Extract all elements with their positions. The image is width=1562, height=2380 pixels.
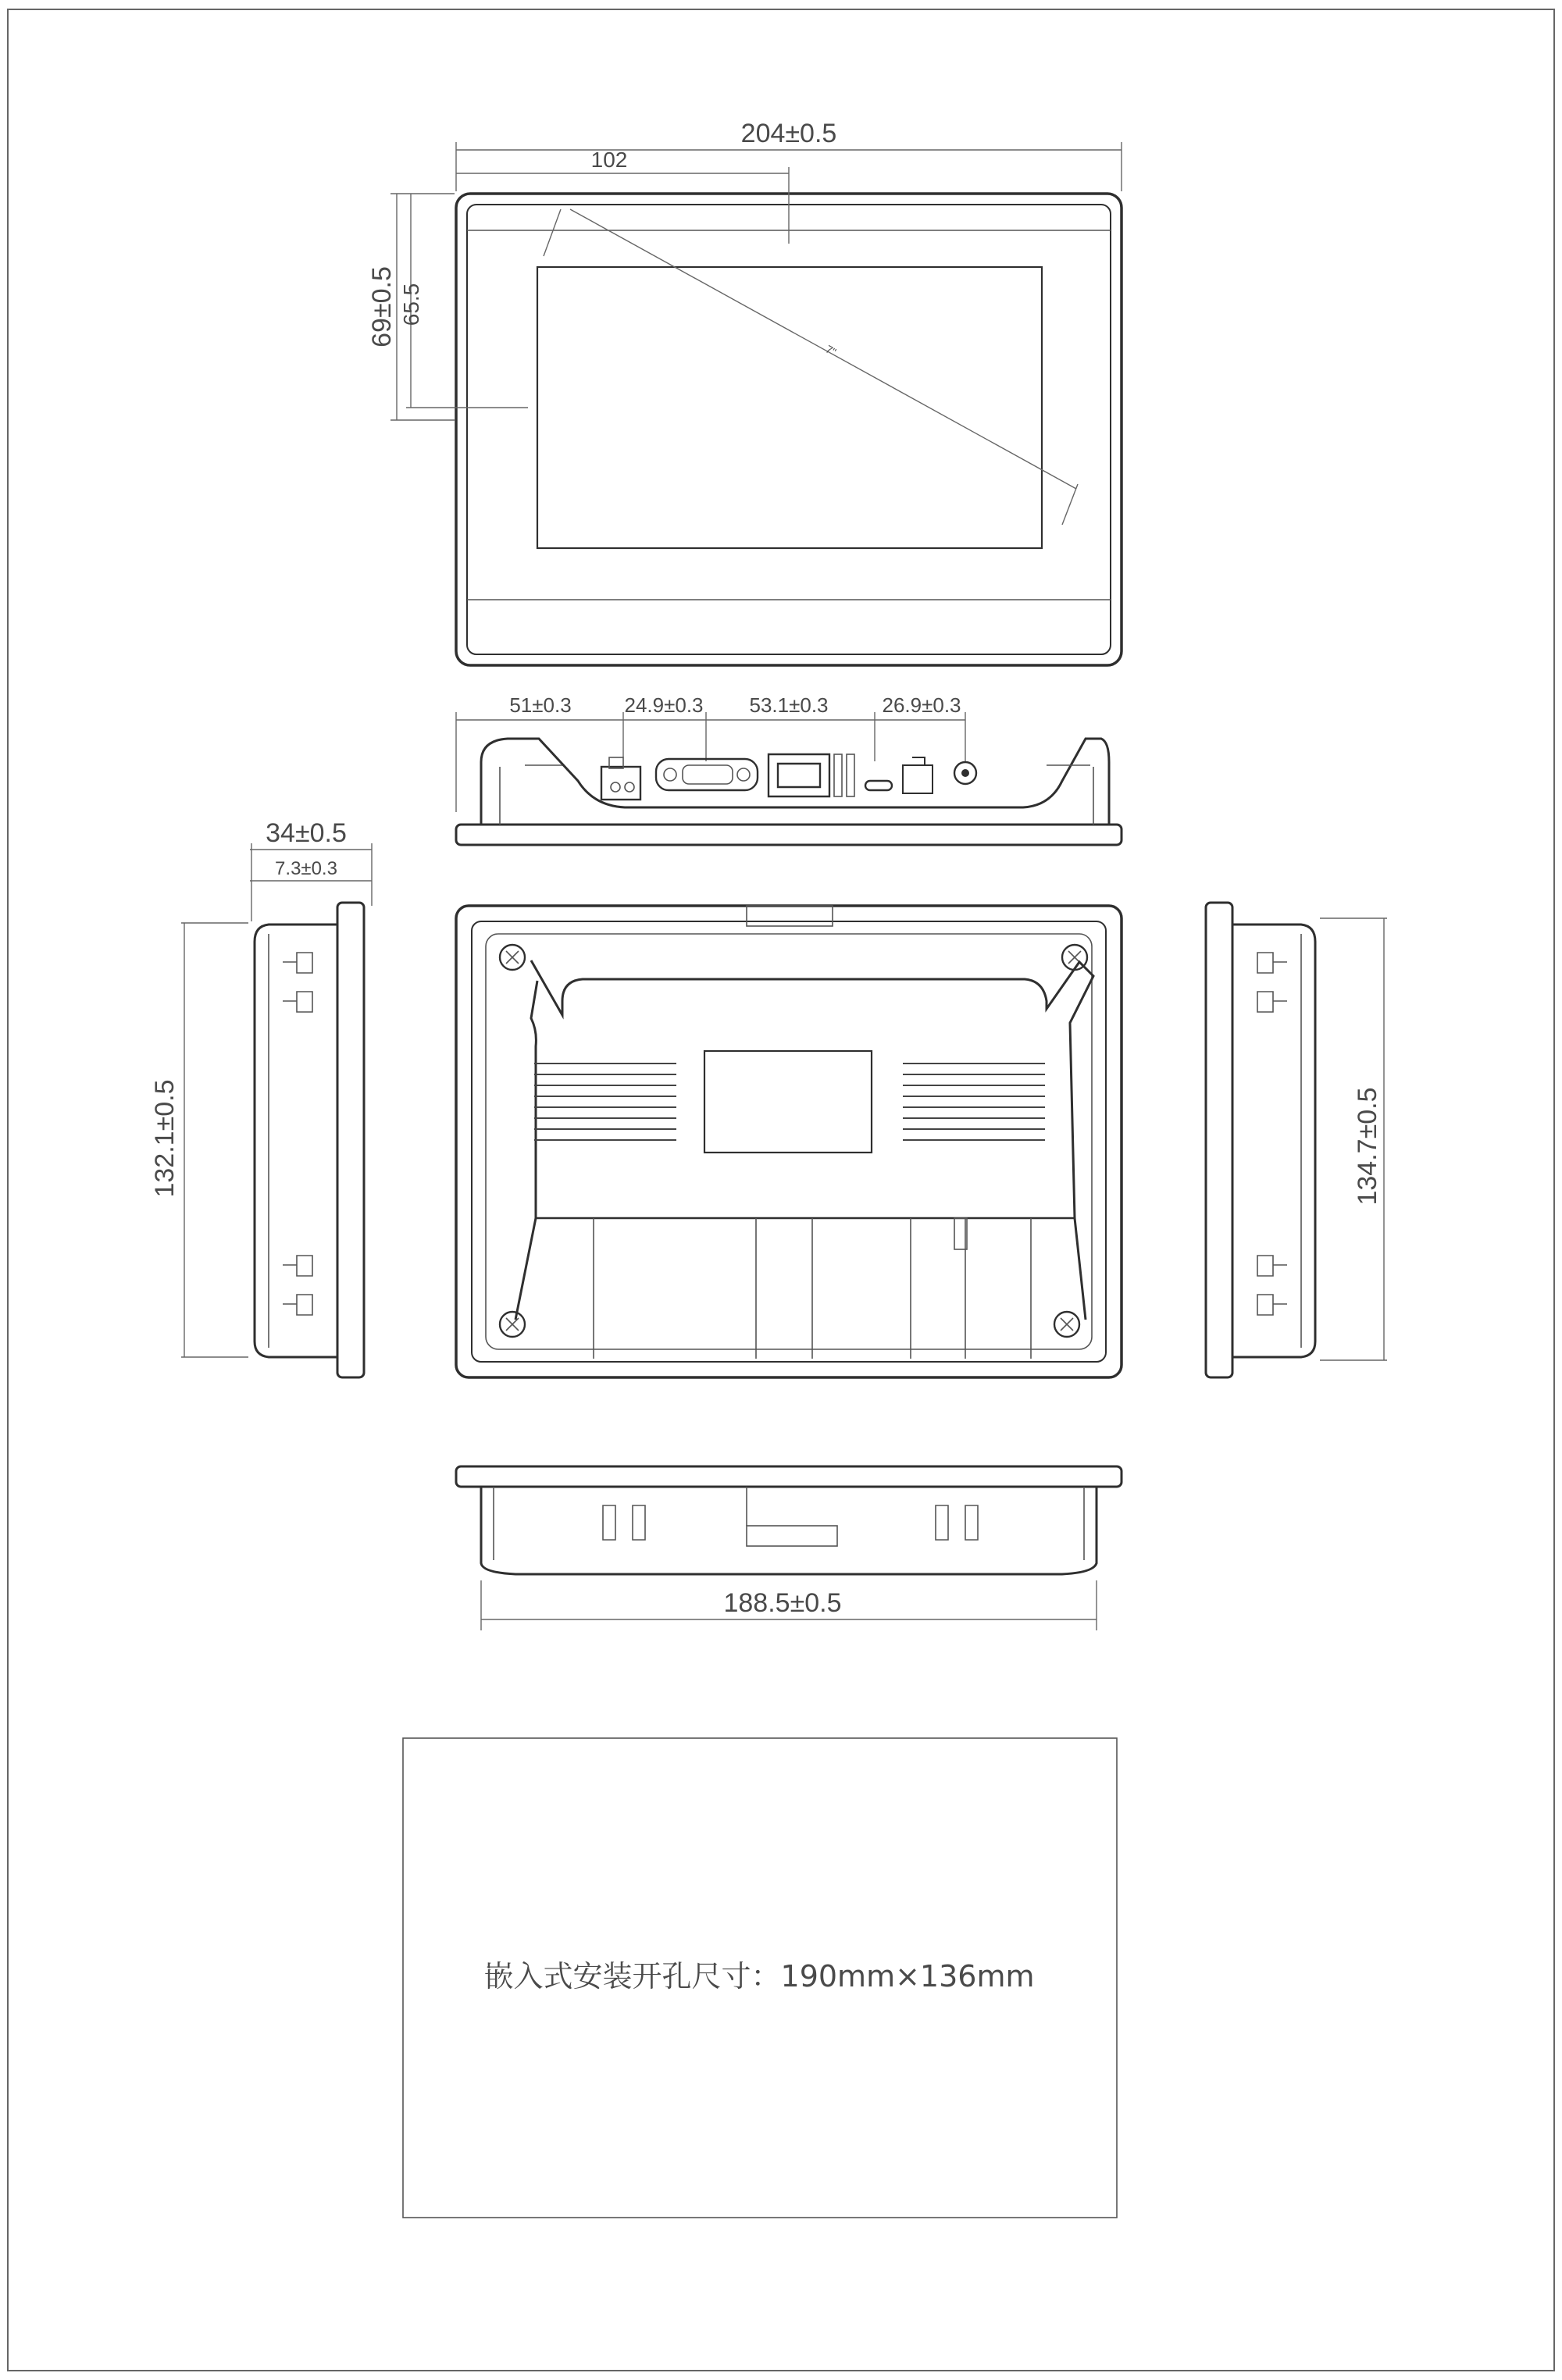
depth-label: 34±0.5 (266, 818, 347, 848)
vent-left (534, 1064, 676, 1140)
cutout-caption: 嵌入式安装开孔尺寸：190mm×136mm (483, 1959, 1035, 1993)
bezel-label: 7.3±0.3 (275, 858, 337, 879)
cutout-box (403, 1738, 1117, 2218)
top-clip (747, 906, 833, 926)
io-spacing-label-4: 26.9±0.3 (882, 693, 961, 717)
sheet-border (8, 9, 1554, 2371)
power-terminal (601, 767, 640, 800)
back-view (456, 906, 1122, 1377)
usb-c-port (865, 781, 892, 790)
bottom-width-label: 188.5±0.5 (723, 1588, 842, 1618)
io-view (456, 693, 1122, 845)
inner-height-label: 65.5 (399, 283, 423, 326)
io-spacing-label-3: 53.1±0.3 (749, 693, 829, 717)
right-height-label: 134.7±0.5 (1353, 1087, 1382, 1206)
height-label: 69±0.5 (367, 266, 397, 347)
vent-right (903, 1064, 1045, 1140)
bottom-view (456, 1466, 1122, 1630)
serial-port (656, 759, 758, 790)
usb-a-port (903, 757, 933, 793)
diagonal-label: 7" (823, 342, 839, 358)
width-label: 204±0.5 (740, 119, 837, 148)
io-spacing-label-2: 24.9±0.3 (624, 693, 704, 717)
display-area (537, 267, 1042, 548)
half-width-label: 102 (590, 148, 628, 172)
left-side-view (150, 818, 372, 1377)
right-side-view (1206, 903, 1387, 1377)
left-height-label: 132.1±0.5 (150, 1079, 180, 1198)
io-spacing-label-1: 51±0.3 (509, 693, 572, 717)
label-plate (704, 1051, 872, 1153)
ethernet-port (769, 754, 829, 796)
front-view (367, 119, 1122, 665)
